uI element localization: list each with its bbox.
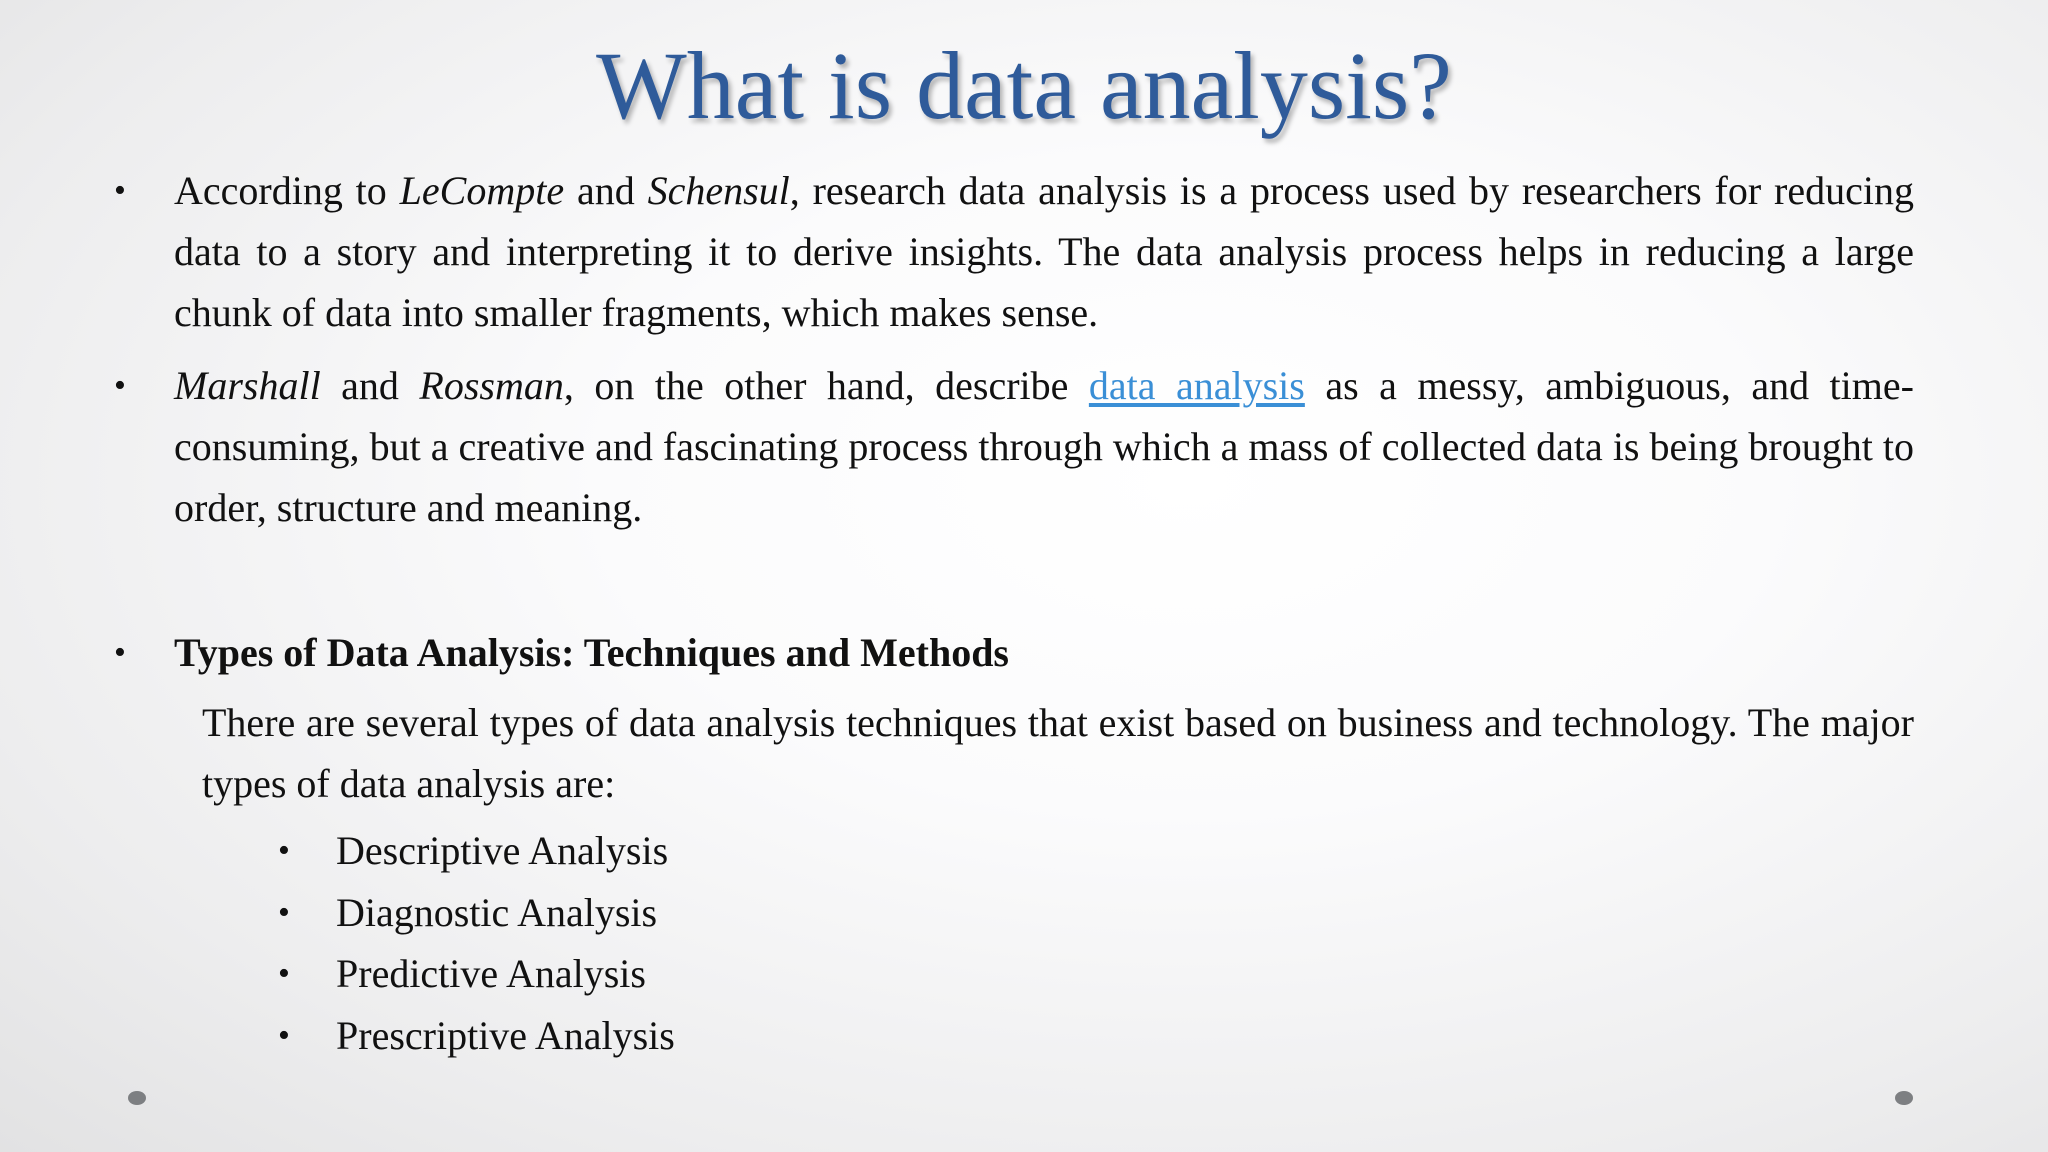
bullet-marker: • (114, 367, 126, 404)
bullet-marshall-rossman (114, 355, 1914, 538)
types-intro-paragraph: There are several types of data analysis techniques that exist based on business and technology. The major types of data analysis are: (202, 700, 1914, 806)
bullet-text-segment: According to (174, 168, 400, 213)
author-name: Marshall (174, 363, 321, 408)
bullet-marker: • (114, 172, 126, 209)
bullet-marker: • (114, 634, 126, 671)
bullet-lecompte-schensul (114, 160, 1914, 343)
author-name: Rossman (419, 363, 564, 408)
bullet-types-heading (114, 622, 1914, 683)
types-list (278, 820, 675, 1066)
decorative-dot-right (1895, 1091, 1913, 1105)
decorative-dot-left (128, 1091, 146, 1105)
list-item (278, 1005, 675, 1067)
list-item-label: Descriptive Analysis (336, 828, 669, 873)
slide-title: What is data analysis? (596, 32, 1452, 139)
section-heading: Types of Data Analysis: Techniques and Methods (174, 630, 1009, 675)
bullet-text-segment: and (564, 168, 648, 213)
list-item-label: Diagnostic Analysis (336, 889, 658, 935)
bullet-marker: • (278, 955, 290, 992)
bullet-marker: • (278, 832, 290, 869)
list-item-label: Prescriptive Analysis (336, 1012, 675, 1058)
bullet-marker: • (278, 893, 290, 931)
author-name: LeCompte (399, 168, 565, 213)
data-analysis-link[interactable]: data analysis (1088, 363, 1305, 408)
list-item (278, 820, 675, 882)
list-item (278, 882, 675, 944)
bullet-marker: • (278, 1016, 290, 1054)
bullet-text-segment: , research data analysis is a process used by researchers for reducing data to a story and interpreting it to derive insights. The data analysis process helps in reducing a large chunk of data into smaller fragments, which makes sense. (174, 168, 1914, 335)
bullet-text-segment: and (320, 363, 420, 408)
bullet-text-segment: , on the other hand, describe (563, 363, 1089, 408)
list-item (278, 943, 675, 1005)
bullet-text-segment: as a messy, ambiguous, and time-consuming, but a creative and fascinating process through which a mass of collected data is being brought to order, structure and meaning. (174, 363, 1914, 530)
list-item-label: Predictive Analysis (336, 951, 646, 996)
author-name: Schensul (647, 168, 790, 213)
